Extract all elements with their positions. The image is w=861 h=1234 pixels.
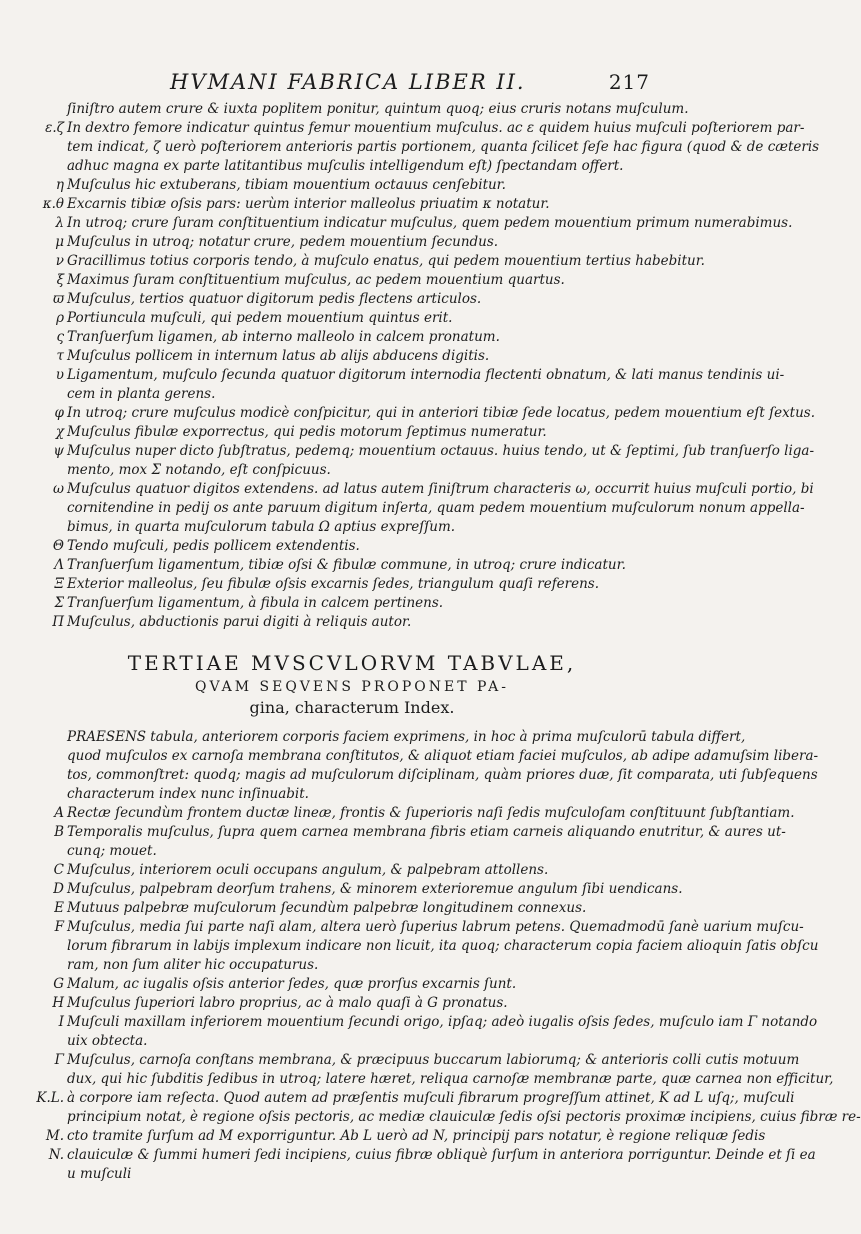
line-text: Muſculus in utroq; notatur crure, pedem mouentium ſecundus. [67, 234, 499, 250]
header-title: HVMANI FABRICA LIBER II. [170, 70, 526, 94]
margin-marker: M. [45, 1128, 64, 1144]
text-line [52, 157, 652, 176]
text-line [45, 119, 805, 138]
margin-marker: Θ [52, 538, 64, 554]
line-text: Tranſuerſum ligamentum, à fibula in calcem pertinens. [67, 595, 444, 611]
text-line [52, 1051, 800, 1070]
text-line [52, 385, 652, 404]
text-line [52, 366, 785, 385]
line-text: lorum fibrarum in labijs implexum indicare non licuit, ita quoq; characterum copia faciem alioquin ſatis obſcu [67, 938, 819, 954]
text-line [52, 100, 689, 119]
margin-marker: λ [55, 215, 64, 231]
text-line [52, 994, 652, 1013]
text-line [36, 1089, 795, 1108]
line-text: cto tramite ſurſum ad M exporriguntur. Ab L uerò ad N, principij pars notatur, è regione reliquæ ſedis [67, 1128, 766, 1144]
section-heading [52, 650, 652, 718]
line-text: characterum index nunc inſinuabit. [67, 786, 309, 802]
margin-marker: ρ [56, 310, 64, 326]
margin-marker: χ [55, 424, 64, 440]
line-text: Muſculus pollicem in internum latus ab alijs abducens digitis. [67, 348, 490, 364]
margin-marker: Σ [54, 595, 64, 611]
line-text: cem in planta gerens. [67, 386, 216, 402]
line-text: tem indicat, ζ uerò poſteriorem anterioris partis portionem, quanta ſcilicet ſeſe hac figura (quod & de cæteris [67, 139, 820, 155]
text-line [52, 499, 805, 518]
line-text: Exterior malleolus, ſeu fibulæ oſsis excarnis ſedes, triangulum quaſi referens. [67, 576, 600, 592]
text-line [52, 785, 652, 804]
text-line [42, 195, 652, 214]
line-text: Muſculus, interiorem oculi occupans angulum, & palpebram attollens. [67, 862, 549, 878]
line-text: Tranſuerſum ligamen, ab interno malleolo in calcem pronatum. [67, 329, 500, 345]
page-body [36, 100, 861, 1184]
line-text: Excarnis tibiæ oſsis pars: uerùm interior malleolus priuatim κ notatur. [67, 196, 550, 212]
line-text: quod muſculos ex carnoſa membrana conſtitutos, & aliquot etiam faciei muſculos, ab adipe adamuſsim libera- [67, 748, 819, 764]
margin-marker: ϖ [52, 291, 64, 307]
line-text: Muſculus fibulæ exporrectus, qui pedis motorum ſeptimus numeratur. [67, 424, 547, 440]
margin-marker: ς [56, 329, 64, 345]
line-text: à corpore iam reſecta. Quod autem ad præſentis muſculi fibrarum progreſſum attinet, K ad L uſq;, muſculi [67, 1090, 795, 1106]
text-line [52, 404, 816, 423]
text-line [52, 975, 652, 994]
text-line [52, 880, 683, 899]
line-text: dux, qui hic ſubditis ſedibus in utroq; latere hæret, reliqua carnoſæ membranæ parte, quæ carnea non efficitur, [67, 1071, 834, 1087]
line-text: uix obtecta. [67, 1033, 148, 1049]
margin-marker: μ [55, 234, 64, 250]
line-text: Maximus ſuram conſtituentium muſculus, ac pedem mouentium quartus. [67, 272, 565, 288]
text-line [52, 823, 786, 842]
text-line [52, 956, 652, 975]
line-text: Muſculus quatuor digitos extendens. ad latus autem ſiniſtrum characteris ω, occurrit huius muſculi portio, bi [67, 481, 814, 497]
text-line [52, 594, 652, 613]
line-text: Muſculus, tertios quatuor digitorum pedis flectens articulos. [67, 291, 482, 307]
margin-marker: A [54, 805, 64, 821]
text-line [45, 1127, 766, 1146]
margin-marker: φ [54, 405, 64, 421]
margin-marker: ε.ζ [45, 120, 64, 136]
text-line [52, 1013, 818, 1032]
margin-marker: C [53, 862, 64, 878]
line-text: cornitendine in pedij os ante paruum digitum inſerta, quam pedem mouentium muſculorum nonum appella- [67, 500, 805, 516]
line-text: Gracillimus totius corporis tendo, à muſculo enatus, qui pedem mouentium tertius habebitur. [67, 253, 705, 269]
line-text: In dextro femore indicatur quintus femur mouentium muſculus. ac ε quidem huius muſculi poſteriorem par- [67, 120, 805, 136]
margin-marker: ν [55, 253, 64, 269]
margin-marker: Ξ [54, 576, 64, 592]
line-text: Muſculus nuper dicto ſubſtratus, pedemq; mouentium octauus. huius tendo, ut & ſeptimi, ſub tranſuerſo liga- [67, 443, 815, 459]
margin-marker: Π [52, 614, 64, 630]
line-text: ram, non ſum aliter hic occupaturus. [67, 957, 319, 973]
line-text: PRAESENS tabula, anteriorem corporis faciem exprimens, in hoc à prima muſculorū tabula differt, [67, 729, 746, 745]
line-text: Tendo muſculi, pedis pollicem extendentis. [67, 538, 360, 554]
legend-block-second [36, 728, 861, 1184]
text-line [52, 1108, 861, 1127]
text-line [52, 556, 652, 575]
line-text: Rectæ ſecundùm frontem ductæ lineæ, frontis & ſuperioris naſi ſedis muſculoſam conſtituunt ſubſtantiam. [67, 805, 795, 821]
text-line [52, 138, 820, 157]
line-text: adhuc magna ex parte latitantibus muſculis intelligendum eſt) ſpectandam offert. [67, 158, 624, 174]
text-line [52, 842, 652, 861]
text-line [52, 899, 652, 918]
line-text: Muſculus, media ſui parte naſi alam, altera uerò ſuperius labrum petens. Quemadmodū ſanè uarium muſcu- [67, 919, 804, 935]
line-text: bimus, in quarta muſculorum tabula Ω aptius expreſſum. [67, 519, 456, 535]
text-line [52, 1165, 652, 1184]
margin-marker: G [53, 976, 64, 992]
page-number: 217 [608, 70, 650, 94]
section-subtitle: QVAM SEQVENS PROPONET PA- [194, 679, 509, 695]
margin-marker: κ.θ [42, 196, 64, 212]
margin-marker: H [52, 995, 64, 1011]
line-text: clauiculæ & ſummi humeri ſedi incipiens, cuius fibræ obliquè ſurſum in anteriora porriguntur. Deinde et ſi ea [67, 1147, 816, 1163]
line-text: Tranſuerſum ligamentum, tibiæ oſsi & fibulæ commune, in utroq; crure indicatur. [67, 557, 626, 573]
line-text: Muſculus, palpebram deorſum trahens, & minorem exterioremue angulum ſibi uendicans. [67, 881, 683, 897]
margin-marker: I [58, 1014, 64, 1030]
text-line [52, 1070, 834, 1089]
line-text: Portiuncula muſculi, qui pedem mouentium quintus erit. [67, 310, 453, 326]
text-line [52, 461, 652, 480]
text-line [52, 613, 652, 632]
margin-marker: Γ [54, 1052, 64, 1068]
text-line [52, 309, 652, 328]
margin-marker: ψ [53, 443, 64, 459]
text-line [52, 861, 652, 880]
line-text: cunq; mouet. [67, 843, 157, 859]
margin-marker: N. [48, 1147, 64, 1163]
text-line [52, 937, 819, 956]
margin-marker: Λ [54, 557, 64, 573]
margin-marker: ω [52, 481, 64, 497]
margin-marker: F [54, 919, 64, 935]
text-line [52, 347, 652, 366]
margin-marker: D [53, 881, 64, 897]
text-line [52, 766, 818, 785]
margin-marker: η [55, 177, 64, 193]
text-line [52, 537, 652, 556]
text-line [52, 423, 652, 442]
line-text: mento, mox Σ notando, eſt conſpicuus. [67, 462, 331, 478]
text-line [52, 214, 793, 233]
text-line [52, 233, 652, 252]
line-text: Muſculi maxillam inferiorem mouentium ſecundi origo, ipſaq; adeò iugalis oſsis ſedes, muſculo iam Γ notando [67, 1014, 818, 1030]
text-line [52, 804, 795, 823]
line-text: Muſculus ſuperiori labro proprius, ac à malo quaſi à G pronatus. [67, 995, 508, 1011]
text-line [52, 518, 652, 537]
line-text: In utroq; crure ſuram conſtituentium indicatur muſculus, quem pedem mouentium primum numerabimus. [67, 215, 793, 231]
line-text: ſiniſtro autem crure & iuxta poplitem ponitur, quintum quoq; eius cruris notans muſculum. [67, 101, 689, 117]
margin-marker: ξ [56, 272, 64, 288]
line-text: Ligamentum, muſculo ſecunda quatuor digitorum internodia flectenti obnatum, & lati manus tendinis ui- [67, 367, 785, 383]
text-line [52, 1032, 652, 1051]
line-text: Mutuus palpebræ muſculorum ſecundùm palpebræ longitudinem connexus. [67, 900, 587, 916]
line-text: In utroq; crure muſculus modicè conſpicitur, qui in anteriori tibiæ ſede locatus, pedem mouentium eſt ſextus. [67, 405, 816, 421]
text-line [52, 252, 705, 271]
text-line [52, 290, 652, 309]
section-title: TERTIAE MVSCVLORVM TABVLAE, [127, 651, 577, 675]
text-line [52, 575, 652, 594]
text-line [52, 442, 815, 461]
line-text: tos, commonſtret: quodq; magis ad muſculorum diſciplinam, quàm priores duæ, ſit comparata, uti ſubſequens [67, 767, 818, 783]
text-line [52, 728, 746, 747]
margin-marker: K.L. [36, 1090, 64, 1106]
text-line [52, 176, 652, 195]
margin-marker: υ [55, 367, 64, 383]
margin-marker: B [54, 824, 64, 840]
legend-block-first [42, 100, 820, 632]
margin-marker: E [54, 900, 64, 916]
section-subtitle-2: gina, characterum Index. [249, 698, 455, 717]
text-line [48, 1146, 816, 1165]
text-line [52, 271, 652, 290]
line-text: Muſculus, carnoſa conſtans membrana, & præcipuus buccarum labiorumq; & anterioris colli cutis motuum [67, 1052, 800, 1068]
line-text: principium notat, è regione oſsis pectoris, ac mediæ clauiculæ ſedis oſsi pectoris proximæ incipiens, cuius fibræ re- [67, 1109, 861, 1125]
line-text: Muſculus, abductionis parui digiti à reliquis autor. [67, 614, 412, 630]
line-text: u muſculi [67, 1166, 132, 1182]
line-text: Temporalis muſculus, ſupra quem carnea membrana fibris etiam carneis aliquando enutritur, & aures ut- [67, 824, 786, 840]
line-text: Malum, ac iugalis oſsis anterior ſedes, quæ prorſus excarnis ſunt. [67, 976, 517, 992]
margin-marker: τ [56, 348, 64, 364]
text-line [52, 480, 814, 499]
text-line [52, 747, 819, 766]
text-line [52, 918, 804, 937]
line-text: Muſculus hic extuberans, tibiam mouentium octauus cenſebitur. [67, 177, 506, 193]
text-line [52, 328, 652, 347]
